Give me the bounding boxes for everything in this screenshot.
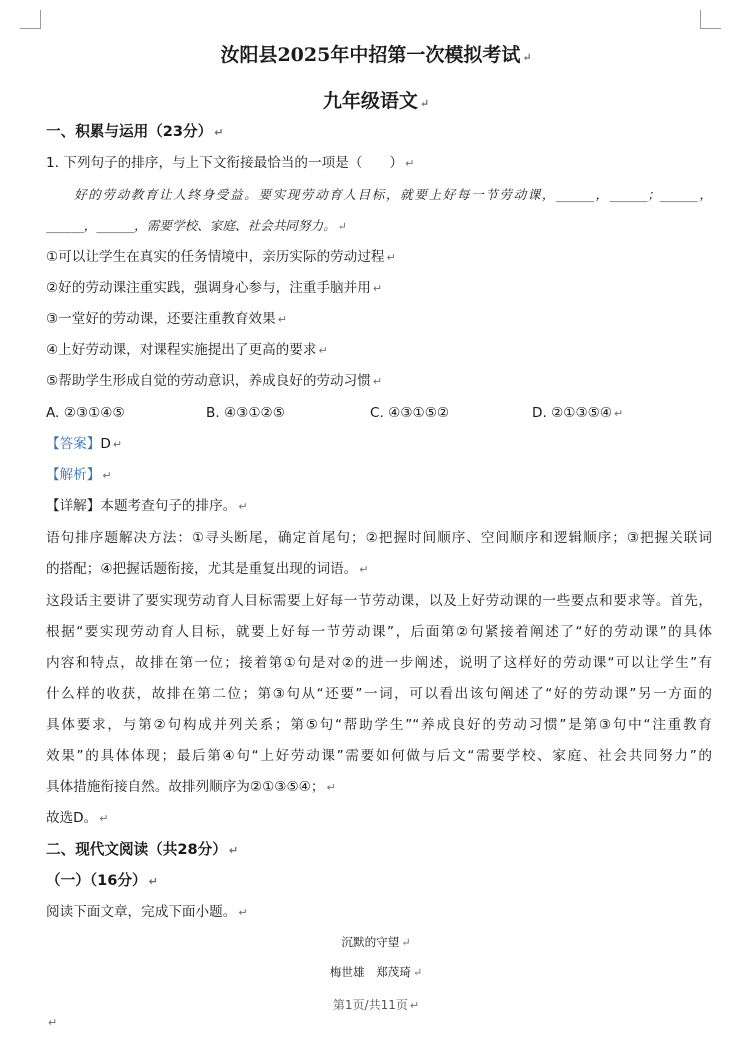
sentence-item-4: ④上好劳动课，对课程实施提出了更高的要求 ↵ xyxy=(46,342,328,358)
article-title: 沉默的守望 ↵ xyxy=(341,935,411,949)
explain-line-7: 具体措施衔接自然。故排列顺序为②①③⑤④； ↵ xyxy=(46,779,336,795)
section2-part: （一）（16分） ↵ xyxy=(46,872,158,889)
sentence-item-2: ②好的劳动课注重实践，强调身心参与，注重手脑并用 ↵ xyxy=(46,280,383,296)
paragraph-mark: ↵ xyxy=(48,1016,58,1029)
page-footer: 第1页/共11页 ↵ xyxy=(332,998,420,1012)
section2-heading: 二、现代文阅读（共28分） ↵ xyxy=(46,841,239,858)
exam-subtitle: 九年级语文 ↵ xyxy=(322,90,430,112)
analysis-line: 【解析】 ↵ xyxy=(46,467,112,483)
analysis-tag: 【解析】 xyxy=(46,467,101,483)
explain-line-4: 什么样的收获，故排在第二位；第③句从“还要”一词，可以看出该句阐述了“好的劳动课”另一方面的 xyxy=(46,686,712,702)
method-line-1: 语句排序题解决方法：①寻头断尾，确定首尾句；②把握时间顺序、空间顺序和逻辑顺序；③把握关联词 xyxy=(46,530,712,546)
section1-heading: 一、积累与运用（23分） ↵ xyxy=(46,123,224,140)
answer-options xyxy=(46,403,712,423)
sentence-item-5: ⑤帮助学生形成自觉的劳动意识，养成良好的劳动习惯 ↵ xyxy=(46,373,383,389)
crop-mark-top-left xyxy=(20,10,41,29)
sentence-item-1: ①可以让学生在真实的任务情境中，亲历实际的劳动过程 ↵ xyxy=(46,249,396,265)
detail-line: 【详解】本题考查句子的排序。 ↵ xyxy=(46,498,248,514)
crop-mark-top-right xyxy=(700,10,721,29)
sentence-item-3: ③一堂好的劳动课，还要注重教育效果 ↵ xyxy=(46,311,287,327)
explain-line-6: 效果”的具体体现；最后第④句“上好劳动课”需要如何做与后文“需要学校、家庭、社会共同努力”的 xyxy=(46,748,712,764)
answer-line: 【答案】D ↵ xyxy=(46,436,123,452)
option-b: B. ④③①②⑤ xyxy=(206,405,285,421)
conclusion-line: 故选D。 ↵ xyxy=(46,810,109,826)
answer-tag: 【答案】 xyxy=(46,436,101,452)
explain-line-5: 具体要求，与第②句构成并列关系；第⑤句“帮助学生”“养成良好的劳动习惯”是第③句中“注重教育 xyxy=(46,717,712,733)
article-authors: 梅世雄 郑茂琦 ↵ xyxy=(329,965,423,979)
option-c: C. ④③①⑤② xyxy=(370,405,450,421)
explain-line-1: 这段话主要讲了要实现劳动育人目标需要上好每一节劳动课，以及上好劳动课的一些要点和要求等。首先， xyxy=(46,593,712,609)
method-line-2: 的搭配；④把握话题衔接，尤其是重复出现的词语。 ↵ xyxy=(46,561,369,577)
explain-line-3: 内容和特点，故排在第一位；接着第①句是对②的进一步阐述，说明了这样好的劳动课“可以让学生”有 xyxy=(46,655,712,671)
passage-line-1: 好的劳动教育让人终身受益。要实现劳动育人目标，就要上好每一节劳动课，______，______；______， xyxy=(74,187,712,202)
option-d: D. ②①③⑤④ ↵ xyxy=(532,405,624,421)
question-1: 1. 下列句子的排序，与上下文衔接最恰当的一项是（ ） ↵ xyxy=(46,155,415,171)
answer-value: D xyxy=(100,436,111,452)
exam-title: 汝阳县2025年中招第一次模拟考试 ↵ xyxy=(220,44,532,66)
option-a: A. ②③①④⑤ xyxy=(46,405,125,421)
section2-instruction: 阅读下面文章，完成下面小题。 ↵ xyxy=(46,904,248,920)
passage-line-2: ______，______，需要学校、家庭、社会共同努力。 ↵ xyxy=(46,218,347,233)
explain-line-2: 根据“要实现劳动育人目标，就要上好每一节劳动课”，后面第②句紧接着阐述了“好的劳动课”的具体 xyxy=(46,624,712,640)
